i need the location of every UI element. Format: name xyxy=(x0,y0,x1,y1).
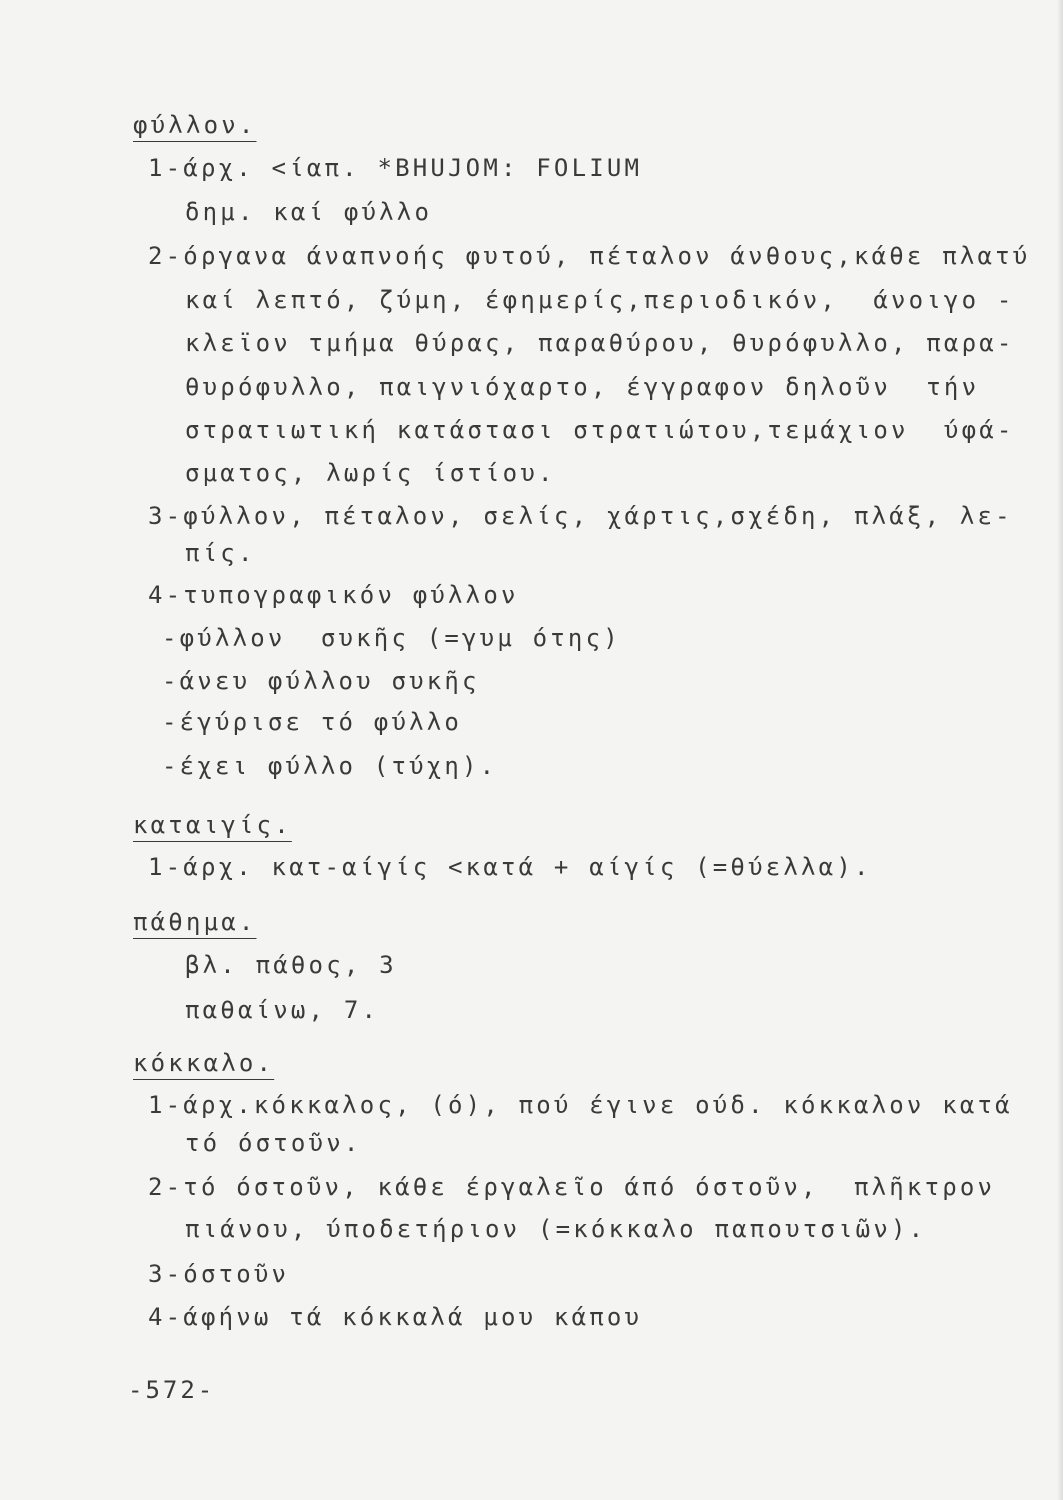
entry-line: παθαίνω, 7. xyxy=(185,996,380,1024)
entry-line: καί λεπτό, ζύμη, έφημερίς,περιοδικόν, άνοιγο - xyxy=(185,286,1015,314)
entry-line: πιάνου, ύποδετήριον (=κόκκαλο παπουτσιῶν). xyxy=(185,1215,927,1243)
entry-line: πίς. xyxy=(185,539,256,567)
entry-line: θυρόφυλλο, παιγνιόχαρτο, έγγραφον δηλοῦν τήν xyxy=(185,373,980,401)
entry-line: 3-φύλλον, πέταλον, σελίς, χάρτις,σχέδη, πλάξ, λε- xyxy=(148,502,1013,530)
entry-line: 2-τό όστοῦν, κάθε έργαλεῖο άπό όστοῦν, πλῆκτρον xyxy=(148,1173,996,1201)
entry-line: 4-τυπογραφικόν φύλλον xyxy=(148,581,519,609)
entry-line: -φύλλον συκῆς (=γυμ ότης) xyxy=(162,624,621,652)
entry-line: 2-όργανα άναπνοής φυτού, πέταλον άνθους,κάθε πλατύ xyxy=(148,242,1031,270)
page-number: -572- xyxy=(128,1376,216,1404)
headword-kataigis: καταιγίς. xyxy=(133,811,292,839)
entry-line: βλ. πάθος, 3 xyxy=(185,951,397,979)
entry-line: -άνευ φύλλου συκῆς xyxy=(162,667,480,695)
headword-fyllon: φύλλον. xyxy=(133,111,257,139)
entry-line: 1-άρχ. <ίαπ. *BHUJOM: FOLIUM xyxy=(148,154,643,182)
entry-line: σματος, λωρίς ίστίου. xyxy=(185,459,556,487)
entry-line: 1-άρχ.κόκκαλος, (ό), πού έγινε ούδ. κόκκαλον κατά xyxy=(148,1091,1013,1119)
scan-edge xyxy=(1057,0,1063,1500)
entry-line: τό όστοῦν. xyxy=(185,1129,362,1157)
entry-line: δημ. καί φύλλο xyxy=(185,198,433,226)
entry-line: 3-όστοῦν xyxy=(148,1260,290,1288)
entry-line: στρατιωτική κατάστασι στρατιώτου,τεμάχιον ύφά- xyxy=(185,416,1015,444)
entry-line: -έγύρισε τό φύλλο xyxy=(162,708,463,736)
entry-line: -έχει φύλλο (τύχη). xyxy=(162,752,498,780)
headword-kokkalo: κόκκαλο. xyxy=(133,1049,275,1077)
entry-line: κλεϊον τμήμα θύρας, παραθύρου, θυρόφυλλο, παρα- xyxy=(185,329,1015,357)
headword-pathima: πάθημα. xyxy=(133,908,257,936)
entry-line: 1-άρχ. κατ-αίγίς <κατά + αίγίς (=θύελλα). xyxy=(148,853,872,881)
entry-line: 4-άφήνω τά κόκκαλά μου κάπου xyxy=(148,1303,643,1331)
